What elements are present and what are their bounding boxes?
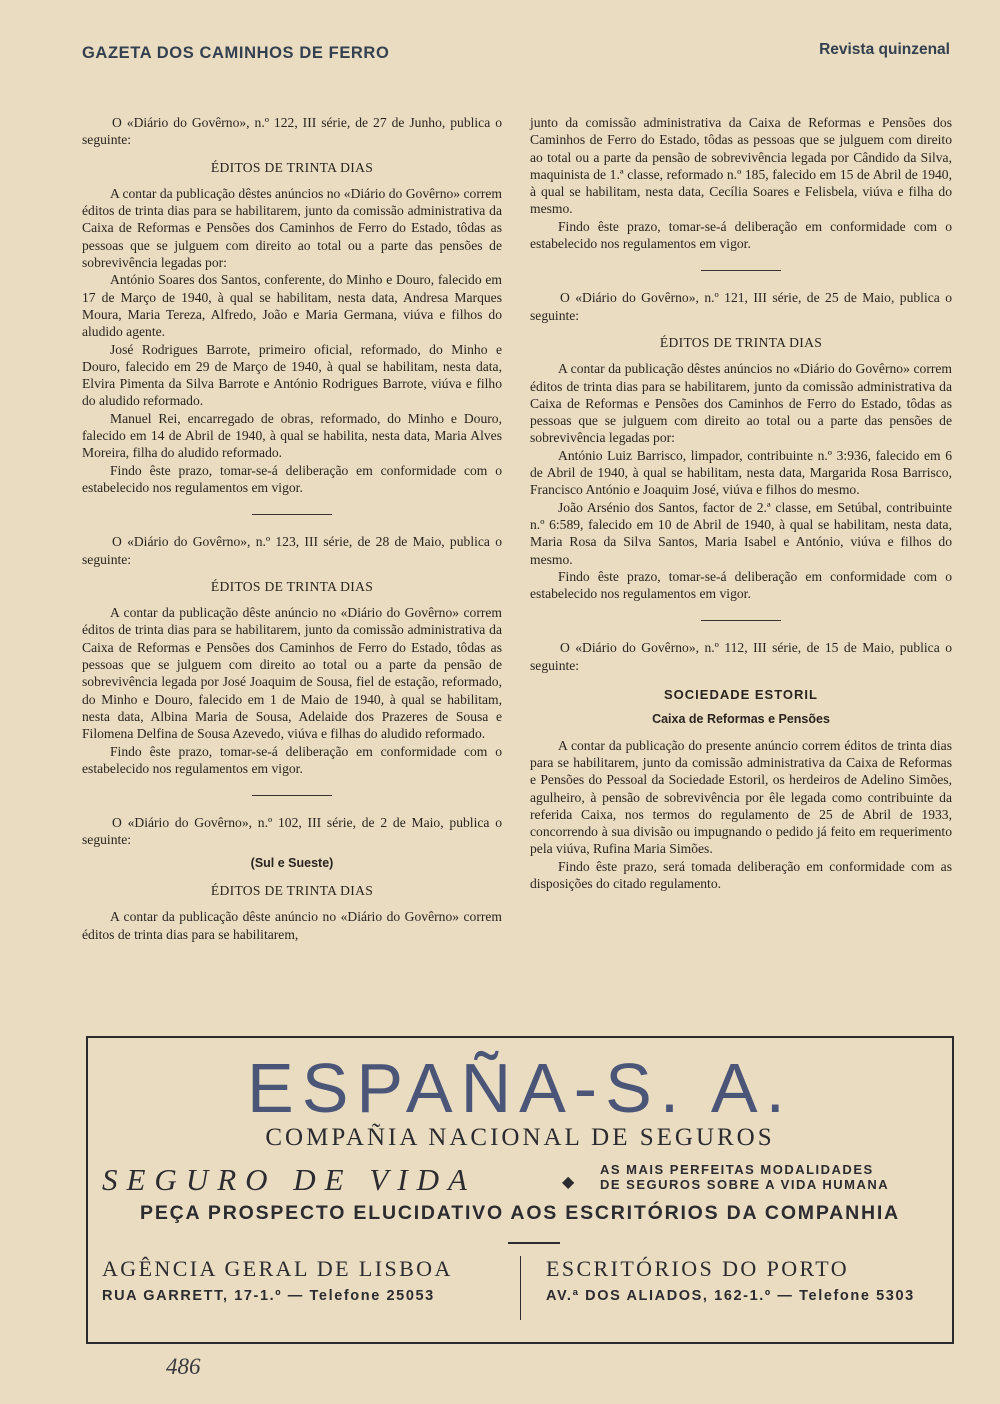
running-header-right: Revista quinzenal <box>819 41 950 58</box>
notice-paragraph: Findo êste prazo, tomar-se-á deliberação em conformidade com o estabelecido nos regulamentos em vigor. <box>82 462 502 495</box>
notice-paragraph: Manuel Rei, encarregado de obras, reformado, do Minho e Douro, falecido em 14 de Abril de 1940, à qual se habilita, nesta data, Maria Alves Moreira, filha do aludido reformado. <box>82 410 502 461</box>
ad-lisboa-agency: AGÊNCIA GERAL DE LISBOA <box>102 1256 453 1281</box>
ad-porto-office: ESCRITÓRIOS DO PORTO <box>546 1256 849 1281</box>
ad-company-subtitle: COMPAÑIA NACIONAL DE SEGUROS <box>265 1124 775 1151</box>
notice-intro: O «Diário do Govêrno», n.º 121, III série, de 25 de Maio, publica o seguinte: <box>530 290 952 323</box>
ad-tagline-line: DE SEGUROS SOBRE A VIDA HUMANA <box>600 1177 890 1192</box>
ad-product: SEGURO DE VIDA <box>102 1162 476 1197</box>
separator-rule <box>252 514 332 515</box>
notice-heading: ÉDITOS DE TRINTA DIAS <box>210 882 374 898</box>
notice-paragraph: A contar da publicação dêstes anúncios no «Diário do Govêrno» correm éditos de trinta dias para se habilitarem, junto da comissão administrativa da Caixa de Reformas e Pensões dos Caminhos de Ferro do Estado, tôdas as pessoas que se julguem com direito ao total ou a parte das pensões de sobrevivência legadas por: <box>82 185 502 271</box>
separator-rule <box>701 270 781 271</box>
ad-tagline <box>600 1162 944 1192</box>
notice-paragraph: A contar da publicação dêstes anúncios no «Diário do Govêrno» correm éditos de trinta dias para se habilitarem, junto da comissão administrativa da Caixa de Reformas e Pensões dos Caminhos de Ferro do Estado, tôdas as pessoas que se julguem com direito ao total ou a parte das pensões de sobrevivência legadas por: <box>530 361 952 446</box>
ad-company-name: ESPAÑA-S. A. <box>247 1049 793 1127</box>
notice-paragraph: José Rodrigues Barrote, primeiro oficial, reformado, do Minho e Douro, falecido em 29 de Março de 1940, à qual se habilitam, nesta data, Elvira Pimenta da Silva Barrote e António Rodrigues Barrote, viúva e filho do aludido reformado. <box>82 341 502 409</box>
notice-paragraph: A contar da publicação dêste anúncio no «Diário do Govêrno» correm éditos de trinta dias para se habilitarem, junto da comissão administrativa da Caixa de Reformas e Pensões dos Caminhos de Ferro do Estado, tôdas as pessoas que se julguem com direito ao total ou a parte da pensão de sobrevivência legada por José Joaquim de Sousa, fiel de estação, reformado, do Minho e Douro, falecido em 1 de Maio de 1940, à qual se habilitam, nesta data, Albina Maria de Sousa, Adelaide dos Prazeres de Sousa e Filomena Delfina de Sousa Azevedo, viúva e filhas do aludido reformado. <box>82 605 502 742</box>
notice-paragraph: João Arsénio dos Santos, factor de 2.ª classe, em Setúbal, contribuinte n.º 6:589, falecido em 10 de Abril de 1940, à qual se habilitam, nesta data, Maria Rosa da Silva Santos, Maria Isabel e António, viúva e filhos do mesmo. <box>530 499 952 567</box>
ad-call-to-action: PEÇA PROSPECTO ELUCIDATIVO AOS ESCRITÓRIOS DA COMPANHIA <box>140 1202 900 1224</box>
notice-heading: ÉDITOS DE TRINTA DIAS <box>210 159 374 175</box>
diamond-icon: ◆ <box>562 1174 575 1191</box>
notice-intro: O «Diário do Govêrno», n.º 123, III série, de 28 de Maio, publica o seguinte: <box>82 534 502 567</box>
notice-subheading: Caixa de Reformas e Pensões <box>652 712 830 727</box>
notice-heading: ÉDITOS DE TRINTA DIAS <box>210 578 374 594</box>
separator-rule <box>701 620 781 621</box>
notice-paragraph: junto da comissão administrativa da Caixa de Reformas e Pensões dos Caminhos de Ferro do Estado, tôdas as pessoas que se julguem com direito ao total ou a parte da pensão de sobrevivência legada por Cândido da Silva, maquinista de 1.ª classe, reformado n.º 185, falecido em 15 de Abril de 1940, à qual se habilitam, nesta data, Cecília Soares e Felisbela, viúva e filha do mesmo. <box>530 115 952 217</box>
notice-intro: O «Diário do Govêrno», n.º 112, III série, de 15 de Maio, publica o seguinte: <box>530 640 952 673</box>
ad-tagline-line: AS MAIS PERFEITAS MODALIDADES <box>600 1162 874 1177</box>
notice-paragraph: Findo êste prazo, será tomada deliberação em conformidade com as disposições do citado regulamento. <box>530 858 952 891</box>
notice-paragraph: António Luiz Barrisco, limpador, contribuinte n.º 3:936, falecido em 6 de Abril de 1940, à qual se habilitam, nesta data, Margarida Rosa Barrisco, Francisco António e Joaquim José, viúva e filhos do mesmo. <box>530 447 952 498</box>
notice-company-heading: SOCIEDADE ESTORIL <box>663 687 818 703</box>
notice-subheading: (Sul e Sueste) <box>250 855 334 870</box>
ad-lisboa-address: RUA GARRETT, 17-1.º — Telefone 25053 <box>102 1288 435 1304</box>
notice-paragraph: A contar da publicação do presente anúncio correm éditos de trinta dias para se habilitarem, junto da comissão administrativa da Caixa de Reformas e Pensões do Pessoal da Sociedade Estoril, os herdeiros de Adelino Simões, agulheiro, à pensão de sobrevivência por êle legada como contribuinte da referida Caixa, nos termos do regulamento de 25 de Abril de 1933, concorrendo à sua divisão ou impugnando o pedido já feito em requerimento pela viúva, Rufina Maria Simões. <box>530 737 952 857</box>
page-number: 486 <box>166 1354 201 1379</box>
notice-paragraph: Findo êste prazo, tomar-se-á deliberação em conformidade com o estabelecido nos regulamentos em vigor. <box>530 218 952 252</box>
right-column <box>530 114 952 892</box>
notice-paragraph: A contar da publicação dêste anúncio no «Diário do Govêrno» correm éditos de trinta dias para se habilitarem, <box>82 909 502 942</box>
notice-heading: ÉDITOS DE TRINTA DIAS <box>659 334 823 350</box>
notice-paragraph: António Soares dos Santos, conferente, do Minho e Douro, falecido em 17 de Março de 1940, à qual se habilitam, nesta data, Andresa Marques Moura, Maria Tereza, Alfredo, João e Maria Germana, viúva e filhos do aludido agente. <box>82 272 502 340</box>
notice-paragraph: Findo êste prazo, tomar-se-á deliberação em conformidade com o estabelecido nos regulamentos em vigor. <box>530 568 952 602</box>
running-header-title: GAZETA DOS CAMINHOS DE FERRO <box>82 44 390 62</box>
advertisement-box <box>86 1036 954 1344</box>
ad-vertical-divider <box>520 1256 521 1320</box>
separator-rule <box>252 795 332 796</box>
left-column <box>82 114 502 943</box>
ad-divider-rule <box>508 1242 560 1244</box>
notice-paragraph: Findo êste prazo, tomar-se-á deliberação em conformidade com o estabelecido nos regulamentos em vigor. <box>82 743 502 776</box>
notice-intro: O «Diário do Govêrno», n.º 122, III série, de 27 de Junho, publica o seguinte: <box>82 115 502 148</box>
notice-intro: O «Diário do Govêrno», n.º 102, III série, de 2 de Maio, publica o seguinte: <box>82 815 502 848</box>
ad-porto-address: AV.ª DOS ALIADOS, 162-1.º — Telefone 5303 <box>546 1288 915 1304</box>
